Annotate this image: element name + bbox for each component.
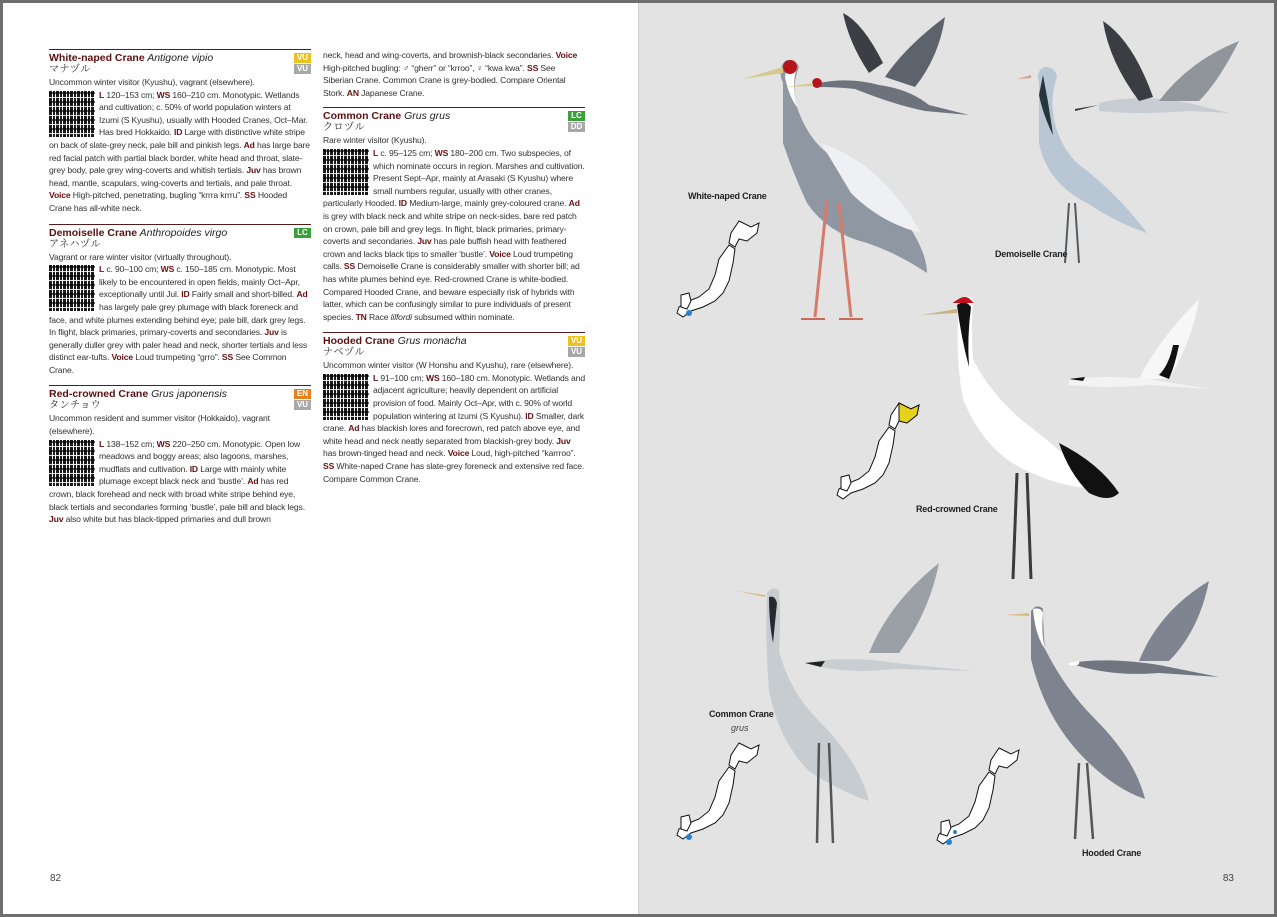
occurrence-status: Uncommon resident and summer visitor (Hokkaido), vagrant (elsewhere).	[49, 413, 270, 437]
field-keyword: L	[99, 89, 105, 100]
crane-illustrations	[639, 3, 1275, 914]
page-number-right: 83	[1222, 873, 1234, 884]
conservation-badge: VU	[294, 64, 311, 74]
conservation-badge: LC	[568, 111, 585, 121]
common-name: White-naped Crane	[49, 52, 145, 64]
page-number-left: 82	[50, 873, 62, 884]
species-header	[49, 49, 311, 76]
field-keyword: ID	[525, 410, 534, 421]
white-naped-crane-flying	[787, 13, 969, 115]
japanese-name: タンチョウ	[49, 400, 102, 412]
field-keyword: Voice	[555, 50, 578, 60]
species-header	[49, 385, 311, 412]
scientific-name: Grus monacha	[394, 335, 467, 348]
common-name: Common Crane	[323, 110, 402, 123]
species-title	[49, 388, 311, 400]
book-spread	[3, 3, 1274, 914]
field-keyword: Juv	[246, 165, 261, 176]
field-keyword: WS	[160, 264, 175, 275]
species-entry	[323, 332, 585, 485]
species-title	[323, 110, 585, 122]
field-keyword: ID	[189, 463, 198, 474]
conservation-badge: VU	[294, 400, 311, 410]
conservation-badge: DD	[568, 122, 585, 132]
japanese-name: マナヅル	[49, 64, 91, 75]
scientific-name: Grus grus	[401, 110, 451, 123]
status-badges	[294, 228, 311, 238]
japanese-name: ナベヅル	[323, 347, 365, 359]
field-keyword: Voice	[489, 248, 511, 259]
common-name: Demoiselle Crane	[49, 226, 138, 239]
occurrence-status: Uncommon winter visitor (W Honshu and Kyushu), rare (elsewhere).	[323, 360, 574, 371]
field-keyword: TN	[355, 311, 367, 322]
field-keyword: ID	[174, 127, 183, 138]
range-map-common	[677, 743, 759, 840]
species-description: L c. 90–100 cm; WS c. 150–185 cm. Monotypic. Most likely to be encountered in open fields, mainly Oct–Apr, exceptionally until Jul. ID Fairly small and short-billed. Ad has largely pale grey plumage with black foreneck and face, and white plumes extending behind eye; pale bill, dark grey legs. In flight, black primaries, primary-coverts and secondaries. Juv is generally duller grey with paler head and neck, shorter tertials and less distinct ear-tufts. Voice Loud trumpeting “grro”. SS See Common Crane.	[49, 264, 308, 375]
species-description: L 138–152 cm; WS 220–250 cm. Monotypic. Open low meadows and boggy areas; also lagoons, marshes, mudflats and cultivation. ID Large with mainly white plumage except black neck and ‘bustle’. Ad has red crown, black forehead and neck with broad white stripe behind eye, black tertials and secondaries forming ‘bustle’, pale bill and black legs. Juv also white but has black-tipped primaries and dull brown	[49, 438, 305, 525]
common-name: Hooded Crane	[323, 335, 395, 348]
japanese-name: クロヅル	[323, 122, 365, 134]
species-description: L 120–153 cm; WS 160–210 cm. Monotypic. Wetlands and cultivation; c. 50% of world population winters at Izumi (S Kyushu), usually with Hooded Cranes, Oct–Mar. Has bred Hokkaido. ID Large with distinctive white stripe on back of slate-grey neck, pale bill and pinkish legs. Ad has large bare red facial patch with partial black border, white head and throat, slate-grey body, pale grey wing-coverts and whitish tertials. Juv has brown head, mantle, scapulars, wing-coverts and tertials, and pale throat. Voice High-pitched, penetrating, bugling “krrra krrru”. SS Hooded Crane has all-white neck.	[49, 89, 310, 213]
demoiselle-crane-standing	[1017, 67, 1147, 263]
qr-code[interactable]	[323, 374, 369, 420]
field-keyword: Ad	[243, 139, 255, 150]
species-entry	[49, 385, 311, 525]
illustration-plate	[638, 3, 1274, 914]
conservation-badge: LC	[294, 228, 311, 238]
field-keyword: SS	[221, 352, 234, 363]
species-description: L c. 95–125 cm; WS 180–200 cm. Two subspecies, of which nominate occurs in region. Marshes and cultivation. Present Sept–Apr, mainly at Arasaki (S Kyushu) where small numbers regular, usually with other cranes, particularly Hooded. ID Medium-large, mainly grey-coloured crane. Ad is grey with black neck and white stripe on neck-sides, bare red patch on crown, pale bill and grey legs. In flight, black primaries, primary-coverts and secondaries. Juv has pale buffish head with feathered crown and lacks black tips to smaller ‘bustle’. Voice Loud trumpeting calls. SS Demoiselle Crane is considerably smaller with shorter bill; ad has white plumes behind eye. Red-crowned Crane is white-bodied. Compared Hooded Crane, and beware especially risk of hybrids with latter, which can be confusingly similar to pure individuals of present species. TN Race lilfordi subsumed within nominate.	[323, 147, 585, 322]
species-entry	[49, 49, 311, 215]
text-column-2	[323, 49, 585, 494]
text-page	[3, 3, 638, 914]
hooded-crane-standing	[1005, 606, 1145, 839]
field-keyword: Voice	[49, 190, 71, 201]
field-keyword: WS	[156, 438, 171, 449]
occurrence-status: Rare winter visitor (Kyushu).	[323, 135, 427, 146]
status-badges	[294, 53, 311, 74]
red-crowned-crane-flying	[1069, 299, 1209, 389]
plate-label-hooded: Hooded Crane	[1082, 848, 1142, 858]
field-keyword: WS	[434, 147, 449, 158]
red-crowned-crane-standing	[921, 297, 1119, 579]
japanese-name: アネハヅル	[49, 238, 101, 250]
species-description: L 91–100 cm; WS 160–180 cm. Monotypic. Wetlands and adjacent agriculture; heavily dependent on artificial provision of food. Mainly Oct–Apr, with c. 90% of world population wintering at Izumi (S Kyushu). ID Smaller, dark crane. Ad has blackish lores and forecrown, red patch above eye, and white head and neck neatly separated from blackish-grey body. Juv has brown-tinged head and neck. Voice Loud, high-pitched “karrroo”. SS White-naped Crane has slate-grey foreneck and extensive red face. Compare Common Crane.	[323, 372, 585, 484]
species-header	[323, 332, 585, 359]
common-name: Red-crowned Crane	[49, 388, 149, 401]
field-keyword: L	[373, 372, 379, 383]
status-badges	[294, 389, 311, 410]
occurrence-status: Vagrant or rare winter visitor (virtually throughout).	[49, 251, 232, 262]
field-keyword: ID	[398, 198, 407, 209]
plate-label-red-crowned: Red-crowned Crane	[916, 504, 998, 514]
field-keyword: ID	[181, 289, 190, 300]
conservation-badge: VU	[568, 347, 585, 357]
species-header	[323, 107, 585, 134]
status-badges	[568, 336, 585, 357]
range-map-red-crowned	[837, 403, 919, 499]
common-crane-flying	[805, 563, 975, 671]
plate-label-demoiselle: Demoiselle Crane	[995, 249, 1068, 259]
field-keyword: Ad	[247, 476, 259, 487]
status-badges	[568, 111, 585, 132]
range-map-hooded	[937, 748, 1019, 845]
field-keyword: SS	[323, 461, 335, 472]
italic-text: lilfordi	[390, 311, 412, 322]
field-keyword: Voice	[447, 448, 470, 459]
field-keyword: Juv	[49, 514, 64, 525]
field-keyword: Voice	[111, 352, 133, 363]
conservation-badge: EN	[294, 389, 311, 399]
qr-code[interactable]	[49, 440, 95, 486]
field-keyword: Juv	[417, 236, 432, 247]
field-keyword: Ad	[568, 198, 580, 209]
species-title	[49, 227, 311, 239]
field-keyword: L	[373, 147, 379, 158]
hooded-crane-flying	[1069, 581, 1219, 677]
conservation-badge: VU	[294, 53, 311, 63]
plate-label-white-naped: White-naped Crane	[688, 191, 767, 201]
scientific-name: Grus japonensis	[148, 388, 227, 401]
conservation-badge: VU	[568, 336, 585, 346]
species-title	[323, 335, 585, 347]
species-description-continued: neck, head and wing-coverts, and brownish-black secondaries. Voice High-pitched bugling: ♂ “gherr” or “krroo”, ♀ “kwa kwa”. SS See Siberian Crane. Common Crane is grey-bodied. Compare Oriental Stork. AN Japanese Crane.	[323, 50, 578, 98]
occurrence-status: Uncommon winter visitor (Kyushu), vagrant (elsewhere).	[49, 77, 255, 87]
species-entry	[49, 224, 311, 377]
field-keyword: Juv	[556, 435, 571, 446]
field-keyword: WS	[426, 372, 440, 383]
scientific-name: Anthropoides virgo	[137, 226, 228, 239]
field-keyword: AN	[346, 87, 359, 98]
field-keyword: L	[99, 438, 105, 449]
text-column-1	[49, 49, 311, 535]
species-header	[49, 224, 311, 251]
qr-code[interactable]	[323, 149, 369, 195]
qr-code[interactable]	[49, 91, 95, 137]
species-title	[49, 52, 311, 64]
species-entry	[323, 107, 585, 323]
field-keyword: SS	[244, 190, 256, 201]
field-keyword: SS	[343, 261, 356, 272]
qr-code[interactable]	[49, 265, 95, 311]
field-keyword: Ad	[348, 423, 360, 434]
field-keyword: Ad	[296, 289, 308, 300]
field-keyword: WS	[156, 89, 171, 100]
field-keyword: L	[99, 264, 105, 275]
scientific-name: Antigone vipio	[144, 52, 214, 64]
plate-sublabel-common-race: grus	[731, 723, 749, 733]
plate-label-common: Common Crane	[709, 709, 774, 719]
demoiselle-crane-flying	[1075, 21, 1239, 113]
field-keyword: Juv	[264, 327, 279, 338]
range-map-white-naped	[677, 221, 759, 317]
field-keyword: SS	[526, 62, 539, 73]
